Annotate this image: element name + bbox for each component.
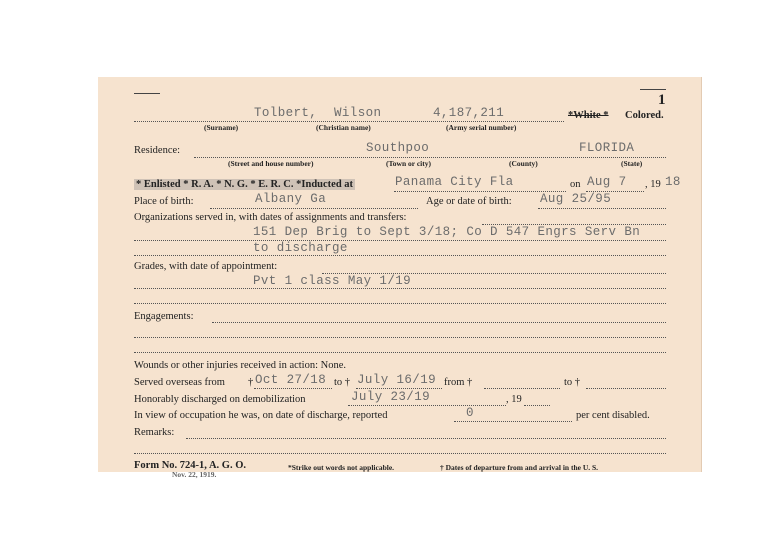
birth-date-label: Age or date of birth: bbox=[426, 196, 512, 207]
christian-name-label: (Christian name) bbox=[316, 123, 371, 132]
birth-place-label: Place of birth: bbox=[134, 196, 194, 207]
induction-place-value: Panama City Fla bbox=[395, 175, 514, 189]
birth-place-line bbox=[210, 208, 418, 209]
top-right-rule bbox=[640, 89, 666, 90]
name-line bbox=[134, 121, 564, 122]
disability-suffix: per cent disabled. bbox=[576, 410, 650, 421]
wounds-row bbox=[134, 360, 346, 371]
engagements-line-2 bbox=[134, 352, 666, 353]
remarks-label: Remarks: bbox=[134, 427, 175, 438]
residence-label: Residence: bbox=[134, 145, 181, 156]
organizations-value-line1: 151 Dep Brig to Sept 3/18; Co D 547 Engrs Serv Bn bbox=[253, 225, 641, 239]
footnote-dates: † Dates of departure from and arrival in the U. S. bbox=[440, 463, 599, 472]
surname-value: Tolbert, bbox=[254, 106, 318, 120]
race-struck-option: *White * bbox=[568, 110, 609, 121]
overseas-from-mark: † bbox=[248, 377, 254, 388]
birth-date-value: Aug 25/95 bbox=[540, 192, 612, 206]
discharge-label: Honorably discharged on demobilization bbox=[134, 394, 306, 405]
discharge-year-line bbox=[524, 405, 550, 406]
service-record-card bbox=[98, 77, 702, 479]
street-label: (Street and house number) bbox=[228, 159, 314, 168]
footnote-strike: *Strike out words not applicable. bbox=[288, 463, 395, 472]
surname-label: (Surname) bbox=[204, 123, 239, 132]
overseas-label: Served overseas from bbox=[134, 377, 225, 388]
grades-label: Grades, with date of appointment: bbox=[134, 261, 278, 272]
enlistment-type-label bbox=[134, 179, 355, 190]
grades-line-1 bbox=[134, 288, 666, 289]
remarks-line-0 bbox=[186, 438, 666, 439]
town-label: (Town or city) bbox=[386, 159, 431, 168]
organizations-value-line2: to discharge bbox=[253, 241, 348, 255]
induction-year-value: 18 bbox=[665, 175, 681, 189]
organizations-line-2 bbox=[134, 255, 666, 256]
overseas-from-date: Oct 27/18 bbox=[255, 373, 327, 387]
grades-line-2 bbox=[134, 303, 666, 304]
overseas-to2-label: to † bbox=[564, 377, 581, 388]
birth-place-value: Albany Ga bbox=[255, 192, 327, 206]
state-label: (State) bbox=[621, 159, 643, 168]
remarks-line-1 bbox=[134, 453, 666, 454]
overseas-to-label: to † bbox=[334, 377, 351, 388]
overseas-to-date: July 16/19 bbox=[357, 373, 437, 387]
induction-year-prefix: , 19 bbox=[645, 179, 661, 190]
discharge-year-suffix: , 19 bbox=[506, 394, 522, 405]
overseas-to2-line bbox=[586, 388, 666, 389]
enlistment-type-text: * Enlisted * R. A. * N. G. * E. R. C. *Inducted at bbox=[136, 179, 354, 190]
engagements-line-0 bbox=[212, 322, 666, 323]
serial-label: (Army serial number) bbox=[446, 123, 517, 132]
serial-number-value: 4,187,211 bbox=[433, 106, 505, 120]
overseas-from2-line bbox=[484, 388, 560, 389]
organizations-line-1 bbox=[134, 240, 666, 241]
induction-on-label: on bbox=[570, 179, 581, 190]
overseas-from2-label: from † bbox=[444, 377, 473, 388]
form-number: Form No. 724-1, A. G. O. bbox=[134, 460, 246, 471]
organizations-label: Organizations served in, with dates of assignments and transfers: bbox=[134, 212, 407, 223]
disability-value: 0 bbox=[466, 406, 474, 420]
birth-date-line bbox=[538, 208, 666, 209]
disability-label: In view of occupation he was, on date of discharge, reported bbox=[134, 410, 388, 421]
overseas-to-line bbox=[356, 388, 442, 389]
race-selected: Colored. bbox=[625, 110, 664, 121]
form-date: Nov. 22, 1919. bbox=[172, 470, 217, 479]
top-left-rule bbox=[134, 93, 160, 94]
christian-name-value: Wilson bbox=[334, 106, 382, 120]
county-label: (County) bbox=[509, 159, 538, 168]
wounds-value: None. bbox=[320, 360, 347, 371]
grades-value: Pvt 1 class May 1/19 bbox=[253, 274, 412, 288]
engagements-line-1 bbox=[134, 337, 666, 338]
disability-line bbox=[454, 421, 572, 422]
engagements-label: Engagements: bbox=[134, 311, 194, 322]
discharge-date-line bbox=[348, 405, 506, 406]
card-number: 1 bbox=[658, 92, 666, 108]
induction-date-value: Aug 7 bbox=[587, 175, 627, 189]
wounds-label: Wounds or other injuries received in action: bbox=[134, 360, 319, 371]
discharge-date-value: July 23/19 bbox=[351, 390, 431, 404]
overseas-from-line bbox=[254, 388, 332, 389]
residence-town-value: Southpoo bbox=[366, 141, 430, 155]
residence-line bbox=[194, 157, 666, 158]
residence-state-value: FLORIDA bbox=[579, 141, 635, 155]
